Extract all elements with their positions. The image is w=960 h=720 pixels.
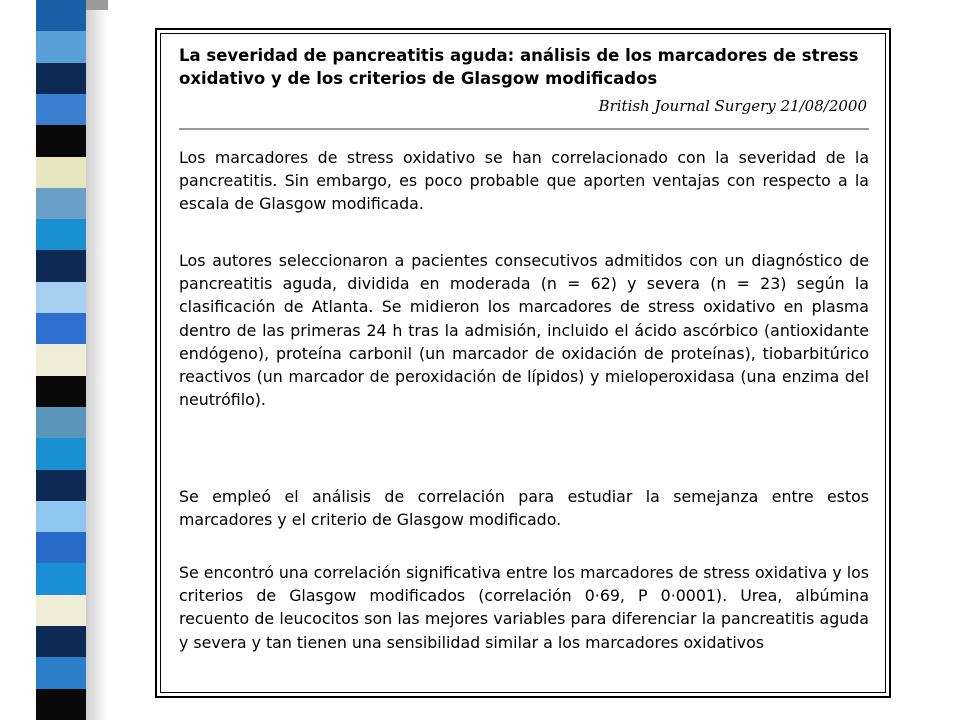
stripe-cell xyxy=(36,313,86,345)
paragraph-summary: Los marcadores de stress oxidativo se han correlacionado con la severidad de la pancreatitis. Sin embargo, es poco probable que aporten ventajas con respecto a la escala de Glasgow modificada. xyxy=(179,148,869,214)
stripe-cell xyxy=(36,219,86,251)
stripe-shadow-top xyxy=(86,0,108,10)
stripe-cell xyxy=(36,689,86,720)
stripe-cell xyxy=(36,438,86,470)
article-title: La severidad de pancreatitis aguda: análisis de los marcadores de stress oxidativo y de los criterios de Glasgow modificados xyxy=(179,46,859,88)
decorative-stripe-band xyxy=(36,0,86,720)
stripe-cell xyxy=(36,626,86,658)
stripe-cell xyxy=(36,250,86,282)
paragraph-methods: Los autores seleccionaron a pacientes consecutivos admitidos con un diagnóstico de pancreatitis aguda, dividida en moderada (n = 62) y severa (n = 23) según la clasificación de Atlanta. Se midieron los marcadores de stress oxidativo en plasma dentro de las primeras 24 h tras la admisión, incluido el ácido ascórbico (antioxidante endógeno), proteína carbonil (un marcador de oxidación de proteínas), tiobarbitúrico reactivos (un marcador de peroxidación de lípidos) y mieloperoxidasa (una enzima del neutrófilo). xyxy=(179,251,869,410)
paragraph-results: Se encontró una correlación significativa entre los marcadores de stress oxidativa y los criterios de Glasgow modificados (correlación 0·69, P 0·0001). Urea, albúmina recuento de leucocitos son las mejores variables para diferenciar la pancreatitis aguda y severa y tan tienen una sensibilidad similar a los marcadores oxidativos xyxy=(179,563,869,652)
stripe-cell xyxy=(36,157,86,189)
stripe-cell xyxy=(36,344,86,376)
title-divider xyxy=(179,128,869,130)
stripe-cell xyxy=(36,563,86,595)
stripe-cell xyxy=(36,470,86,502)
article-source: British Journal Surgery 21/08/2000 xyxy=(598,97,867,115)
stripe-cell xyxy=(36,657,86,689)
stripe-cell xyxy=(36,407,86,439)
stripe-cell xyxy=(36,532,86,564)
stripe-cell xyxy=(36,188,86,220)
stripe-cell xyxy=(36,501,86,533)
paragraph-analysis: Se empleó el análisis de correlación para estudiar la semejanza entre estos marcadores y el criterio de Glasgow modificado. xyxy=(179,487,869,530)
stripe-shadow xyxy=(86,0,108,720)
stripe-cell xyxy=(36,63,86,95)
stripe-cell xyxy=(36,94,86,126)
stripe-cell xyxy=(36,282,86,314)
stripe-cell xyxy=(36,31,86,63)
stripe-cell xyxy=(36,0,86,32)
article-frame xyxy=(155,28,891,698)
stripe-cell xyxy=(36,125,86,157)
stripe-cell xyxy=(36,595,86,627)
stripe-cell xyxy=(36,376,86,408)
